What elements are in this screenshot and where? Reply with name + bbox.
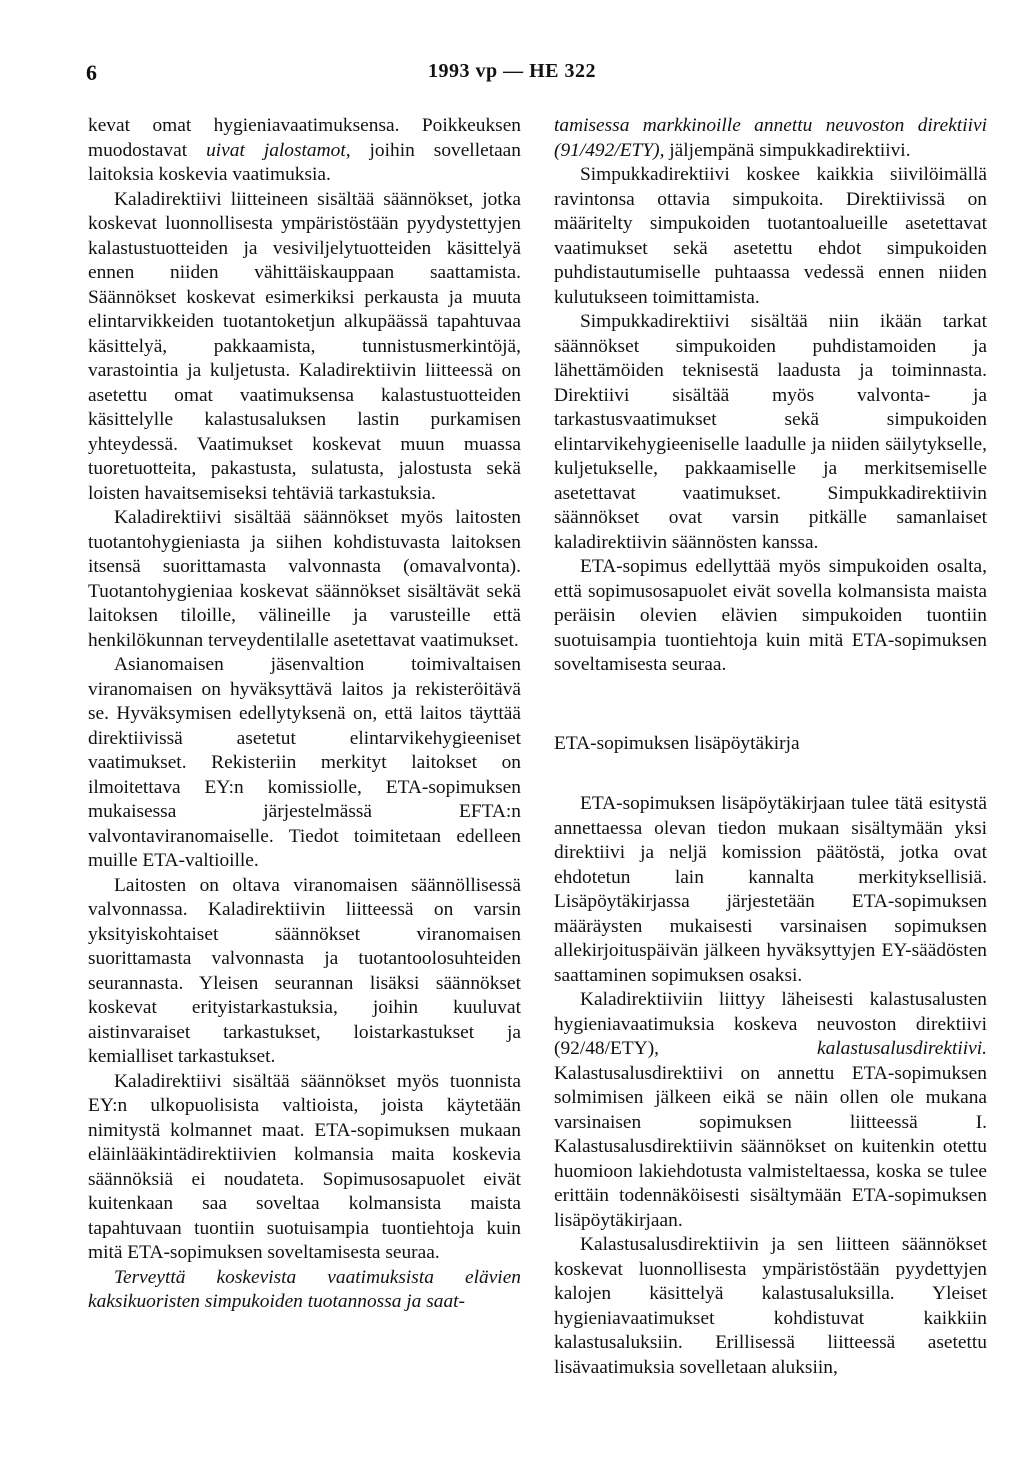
left-column: [88, 114, 521, 1315]
left-p1-italic: uivat jalostamot,: [206, 139, 351, 161]
right-p6-italic: kalastusalusdirektiivi.: [816, 1038, 987, 1059]
left-paragraph-4: Asianomaisen jäsenvaltion toimivaltaisen viranomaisen on hyväksyttävä laitos ja rekisteröitävä se. Hyväksymisen edellytyksenä on, että laitos täyttää direktiivissä asetetut elintarvikehygieeniset vaatimukset. Rekisteriin merkityt laitokset on ilmoitettava EY:n komissiolle, ETA-sopimuksen mukaisessa järjestelmässä EFTA:n valvontaviranomaiselle. Tiedot toimitetaan edelleen muille ETA-valtioille.: [88, 654, 521, 871]
left-paragraph-7: [88, 1266, 521, 1315]
right-p1-end: jäljempänä simpukkadirektiivi.: [669, 139, 911, 161]
right-p6-end: Kalastusalusdirektiivi on annettu ETA-sopimuksen solmimisen jälkeen eikä se näin ollen ole mukana varsinaisen sopimuksen liitteessä I. Kalastusalusdirektiivin säännökset on kuitenkin otettu huomioon lakiehdotusta valmisteltaessa, koska se tulee erittäin todennäköisesti sisältymään ETA-sopimuksen lisäpöytäkirjaan.: [554, 1062, 987, 1231]
page-number: 6: [86, 60, 97, 85]
left-paragraph-6: Kaladirektiivi sisältää säännökset myös tuonnista EY:n ulkopuolisista valtioista, joista käytetään nimitystä kolmannet maat. ETA-sopimuksen mukaan eläinlääkintädirektiivien kolmansia maita koskevia säännöksiä ei noudateta. Sopimusosapuolet eivät kuitenkaan saa soveltaa kolmansista maista tapahtuvaan tuontiin suotuisampia tuontiehtoja kuin mitä ETA-sopimuksen soveltamisesta seuraa.: [88, 1070, 521, 1263]
right-paragraph-1: [554, 114, 987, 163]
left-p1-end: joihin sovelletaan laitoksia koskevia vaatimuksia.: [88, 139, 521, 185]
right-column: [554, 114, 987, 1380]
right-paragraph-3: Simpukkadirektiivi sisältää niin ikään tarkat säännökset simpukoiden puhdistamoiden ja lähettämöiden teknisestä laadusta ja toiminnasta. Direktiivi sisältää myös valvonta- ja tarkastusvaatimukset sekä simpukoiden elintarvikehygieeniselle laadulle ja niiden säilytykselle, kuljetukselle, pakkaamiselle ja merkitsemiselle asetettavat vaatimukset. Simpukkadirektiivin säännökset ovat varsin pitkälle samanlaiset kaladirektiivin säännösten kanssa.: [554, 311, 987, 553]
right-paragraph-7: Kalastusalusdirektiivin ja sen liitteen säännökset koskevat luonnollisesta ympäristöstään pyydettyjen kalojen käsittelyä kalastusaluksilla. Yleiset hygieniavaatimukset kohdistuvat kaikkiin kalastusaluksiin. Erillisessä liitteessä asetettu lisävaatimuksia sovelletaan aluksiin,: [554, 1234, 987, 1378]
left-paragraph-2: Kaladirektiivi liitteineen sisältää säännökset, jotka koskevat luonnollisesta ympäristöstään pyydystettyjen kalastustuotteiden ja vesiviljelytuotteiden käsittelyä ennen niiden vähittäiskauppaan saattamista. Säännökset koskevat esimerkiksi perkausta ja muuta elintarvikkeiden tuotantoketjun alkupäässä tapahtuvaa käsittelyä, pakkaamista, tunnistusmerkintöjä, varastointia ja kuljetusta. Kaladirektiivin liitteessä on asetettu omat vaatimuksensa kalastustuotteiden käsittelylle kalastusaluksen lastin purkamisen yhteydessä. Vaatimukset koskevat muun muassa tuoretuotteita, pakastusta, sulatusta, jalostusta sekä loisten havaitsemiseksi tehtäviä tarkastuksia.: [88, 188, 521, 504]
right-paragraph-5: ETA-sopimuksen lisäpöytäkirjaan tulee tätä esitystä annettaessa olevan tiedon mukaan sisältymään yksi direktiivi ja neljä komission päätöstä, jotka ovat ehdotetun lain kannalta merkityksellisiä. Lisäpöytäkirjassa järjestetään ETA-sopimuksen määräysten mukaisesti varsinaisen sopimuksen allekirjoituspäivän jälkeen hyväksyttyjen EY-säädösten saattaminen sopimuksen osaksi.: [554, 793, 987, 986]
left-paragraph-3: Kaladirektiivi sisältää säännökset myös laitosten tuotantohygieniasta ja siihen kohdistuvasta laitoksen itsensä suorittamasta valvonnasta (omavalvonta). Tuotantohygieniaa koskevat säännökset sisältävät sekä laitoksen tiloille, välineille ja varusteille että henkilökunnan terveydentilalle asetettavat vaatimukset.: [88, 507, 521, 651]
right-p1-italic: tamisessa markkinoille annettu neuvoston direktiivi (91/492/ETY),: [554, 115, 987, 161]
left-p7-italic: Terveyttä koskevista vaatimuksista elävien kaksikuoristen simpukoiden tuotannossa ja saat-: [88, 1266, 521, 1312]
left-paragraph-1: [88, 114, 521, 188]
left-p1-text: kevat omat hygieniavaatimuksensa. Poikkeuksen muodostavat: [88, 115, 521, 161]
right-paragraph-4: ETA-sopimus edellyttää myös simpukoiden osalta, että sopimusosapuolet eivät sovella kolmansista maista peräisin olevien elävien simpukoiden tuontiin suotuisampia tuontiehtoja kuin mitä ETA-sopimuksen soveltamisesta seuraa.: [554, 556, 987, 675]
right-paragraph-6: [554, 988, 987, 1233]
section-heading: ETA-sopimuksen lisäpöytäkirja: [554, 732, 800, 754]
running-head: 1993 vp — HE 322: [427, 60, 597, 82]
left-paragraph-5: Laitosten on oltava viranomaisen säännöllisessä valvonnassa. Kaladirektiivin liitteessä on varsin yksityiskohtaiset säännökset viranomaisen suorittamasta valvonnasta ja tuotantoolosuhteiden seurannasta. Yleisen seurannan lisäksi säännökset koskevat erityistarkastuksia, joihin kuuluvat aistinvaraiset tarkastukset, loistarkastukset ja kemialliset tarkastukset.: [88, 874, 521, 1067]
right-p6-text: Kaladirektiiviin liittyy läheisesti kalastusalusten hygieniavaatimuksia koskeva neuvoston direktiivi (92/48/ETY),: [554, 989, 987, 1059]
right-paragraph-2: Simpukkadirektiivi koskee kaikkia siivilöimällä ravintonsa ottavia simpukoita. Direktiivissä on määritelty simpukoiden tuotantoalueille asetettavat vaatimukset sekä asetettu ehdot simpukoiden puhdistautumiselle puhtaassa vedessä ennen niiden kulutukseen toimittamista.: [554, 164, 987, 308]
